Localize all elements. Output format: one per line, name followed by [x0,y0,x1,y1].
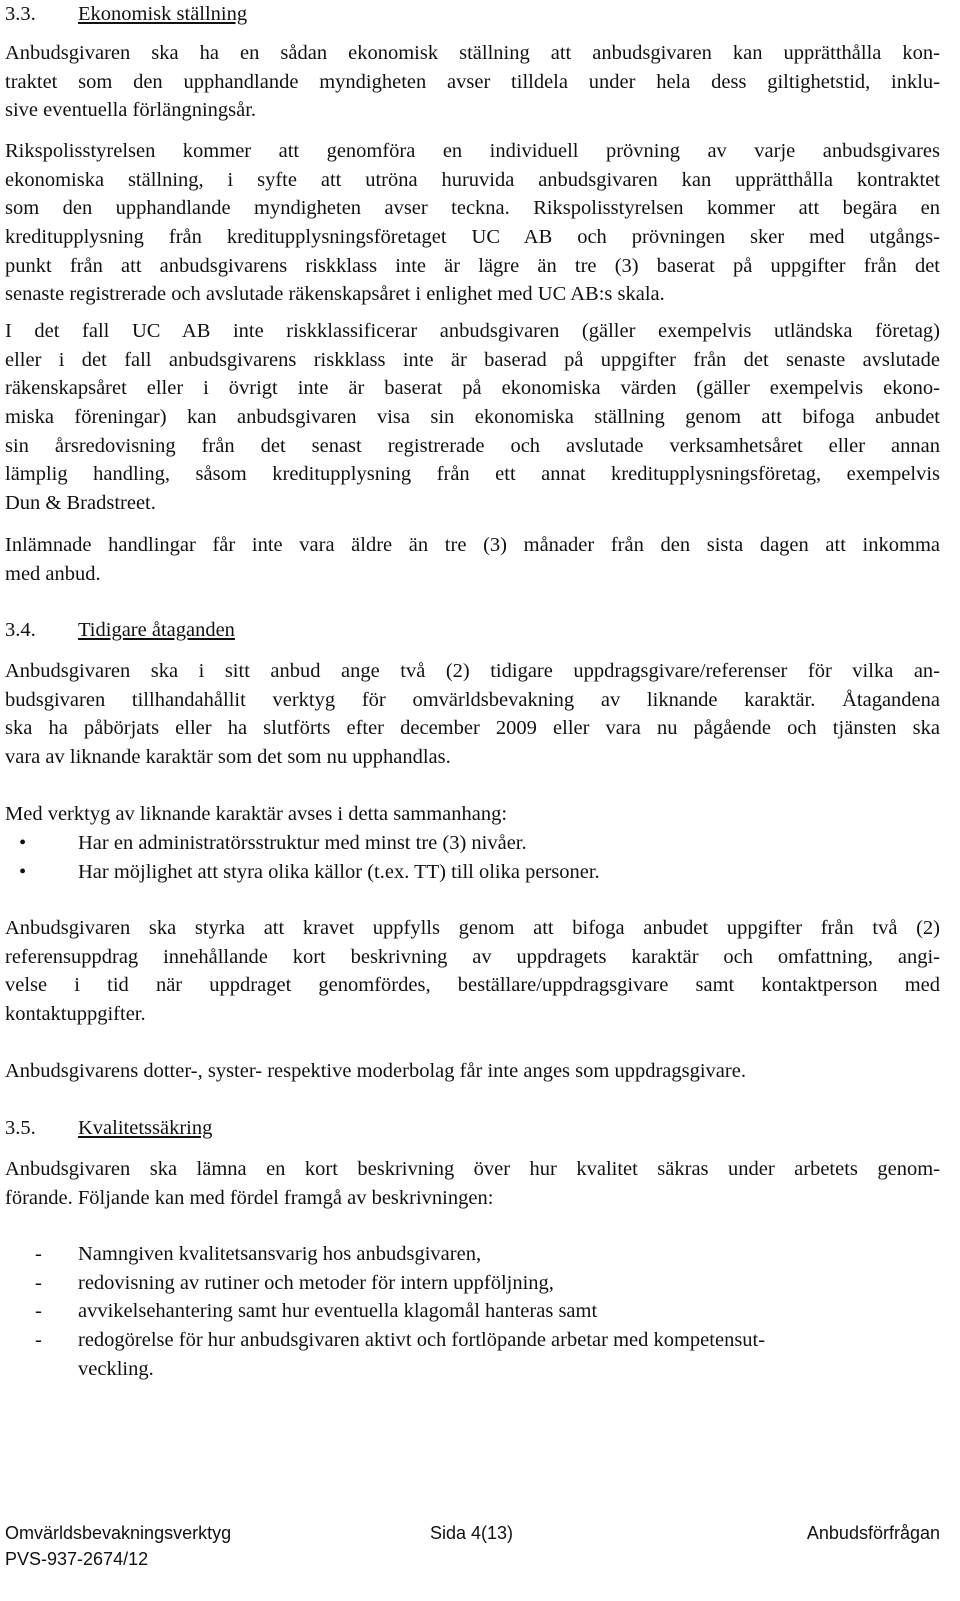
section-title: Kvalitetssäkring [78,1117,213,1139]
paragraph [5,137,940,309]
dash-text: veckling. [78,1357,154,1380]
dash-text: redogörelse för hur anbudsgivaren aktivt och fortlöpande arbetar med kompetensut- [78,1329,766,1352]
text-line: som den upphandlande myndigheten avser teckna. Rikspolisstyrelsen kommer att begära en [5,197,940,220]
dash-text: redovisning av rutiner och metoder för intern uppföljning, [78,1271,554,1294]
text-line: förande. Följande kan med fördel framgå av beskrivningen: [5,1186,494,1209]
text-line: Anbudsgivaren ska styrka att kravet uppfylls genom att bifoga anbudet uppgifter från två (2) [5,917,940,939]
text-line: kontaktuppgifter. [5,1003,146,1026]
section-number: 3.4. [5,619,36,641]
bullet-icon: • [19,860,27,883]
text-line: kreditupplysning från kreditupplysningsföretaget UC AB och prövningen sker med utgångs- [5,226,940,249]
text-line: ska ha påbörjats eller ha slutförts efter december 2009 eller vara nu pågående och tjänsten ska [5,717,940,740]
text-line: sin årsredovisning från det senast registrerade och avslutade verksamhetsåret eller annan [5,434,940,457]
dash-icon: - [35,1329,42,1352]
dash-text: avvikelsehantering samt hur eventuella klagomål hanteras samt [78,1300,598,1323]
footer-document-name: Omvärldsbevakningsverktyg [5,1523,232,1543]
paragraph [5,317,940,518]
dash-item [5,1240,940,1269]
paragraph [5,531,940,588]
text-line: Inlämnade handlingar får inte vara äldre än tre (3) månader från den sista dagen att inkomma [5,534,940,556]
section-heading-3-4 [5,616,940,645]
text-line: Med verktyg av liknande karaktär avses i detta sammanhang: [5,803,508,825]
dash-text: Namngiven kvalitetsansvarig hos anbudsgivaren, [78,1243,482,1265]
text-line: vara av liknande karaktär som det som nu upphandlas. [5,746,451,769]
bullet-item [5,858,940,887]
dash-icon: - [35,1300,42,1323]
paragraph [5,39,940,125]
section-heading-3-5 [5,1114,940,1143]
paragraph [5,1155,940,1212]
dash-icon: - [35,1271,42,1294]
text-line: budsgivaren tillhandahållit verktyg för omvärldsbevakning av liknande karaktär. Åtagandena [5,688,940,711]
page-footer [5,1520,940,1572]
text-line: I det fall UC AB inte riskklassificerar anbudsgivaren (gäller exempelvis utländska företag) [5,320,940,342]
text-line: Anbudsgivaren ska i sitt anbud ange två (2) tidigare uppdragsgivare/referenser för vilka an- [5,660,940,682]
footer-reference-number: PVS-937-2674/12 [5,1549,149,1569]
text-line: Anbudsgivarens dotter-, syster- respektive moderbolag får inte anges som uppdragsgivare. [5,1060,746,1082]
text-line: traktet som den upphandlande myndigheten avser tilldela under hela dess giltighetstid, inklu- [5,70,940,93]
text-line: räkenskapsåret eller i övrigt inte är baserat på ekonomiska värden (gäller exempelvis ekono- [5,377,940,400]
text-line: Dun & Bradstreet. [5,492,156,515]
text-line: velse i tid när uppdraget genomfördes, beställare/uppdragsgivare samt kontaktperson med [5,974,940,997]
text-line: med anbud. [5,562,101,585]
text-line: miska föreningar) kan anbudsgivaren visa sin ekonomiska ställning genom att bifoga anbudet [5,406,940,429]
text-line: referensuppdrag innehållande kort beskrivning av uppdragets karaktär och omfattning, angi- [5,945,940,968]
dash-item [5,1297,940,1326]
footer-document-type: Anbudsförfrågan [806,1523,940,1543]
section-number: 3.3. [5,3,36,25]
section-heading-3-3 [5,0,940,29]
text-line: punkt från att anbudsgivarens riskklass inte är lägre än tre (3) baserat på uppgifter från det [5,254,940,277]
bullet-item [5,829,940,858]
dash-list [5,1240,940,1383]
paragraph [5,800,940,829]
section-number: 3.5. [5,1117,36,1139]
text-line: Anbudsgivaren ska ha en sådan ekonomisk ställning att anbudsgivaren kan upprätthålla kon- [5,42,940,64]
dash-icon: - [35,1243,42,1265]
text-line: ekonomiska ställning, i syfte att utröna huruvida anbudsgivaren kan upprätthålla kontraktet [5,168,940,191]
section-title: Tidigare åtaganden [78,619,235,641]
paragraph [5,914,940,1029]
text-line: eller i det fall anbudsgivarens riskklass inte är baserad på uppgifter från det senaste avslutade [5,348,940,371]
dash-item [5,1269,940,1298]
dash-item-continuation [5,1355,940,1384]
text-line: Anbudsgivaren ska lämna en kort beskrivning över hur kvalitet säkras under arbetets genom- [5,1158,940,1180]
text-line: sive eventuella förlängningsår. [5,99,257,122]
paragraph [5,657,940,772]
section-title: Ekonomisk ställning [78,3,248,25]
footer-page-number: Sida 4(13) [430,1523,514,1543]
text-line: Rikspolisstyrelsen kommer att genomföra en individuell prövning av varje anbudsgivares [5,140,940,162]
text-line: lämplig handling, såsom kreditupplysning från ett annat kreditupplysningsföretag, exempelvis [5,463,940,486]
dash-item [5,1326,940,1355]
text-line: senaste registrerade och avslutade räkenskapsåret i enlighet med UC AB:s skala. [5,283,665,306]
bullet-text: Har en administratörsstruktur med minst tre (3) nivåer. [78,832,527,854]
bullet-list [5,829,940,886]
bullet-icon: • [19,832,27,854]
bullet-text: Har möjlighet att styra olika källor (t.ex. TT) till olika personer. [78,860,600,883]
paragraph [5,1057,940,1086]
